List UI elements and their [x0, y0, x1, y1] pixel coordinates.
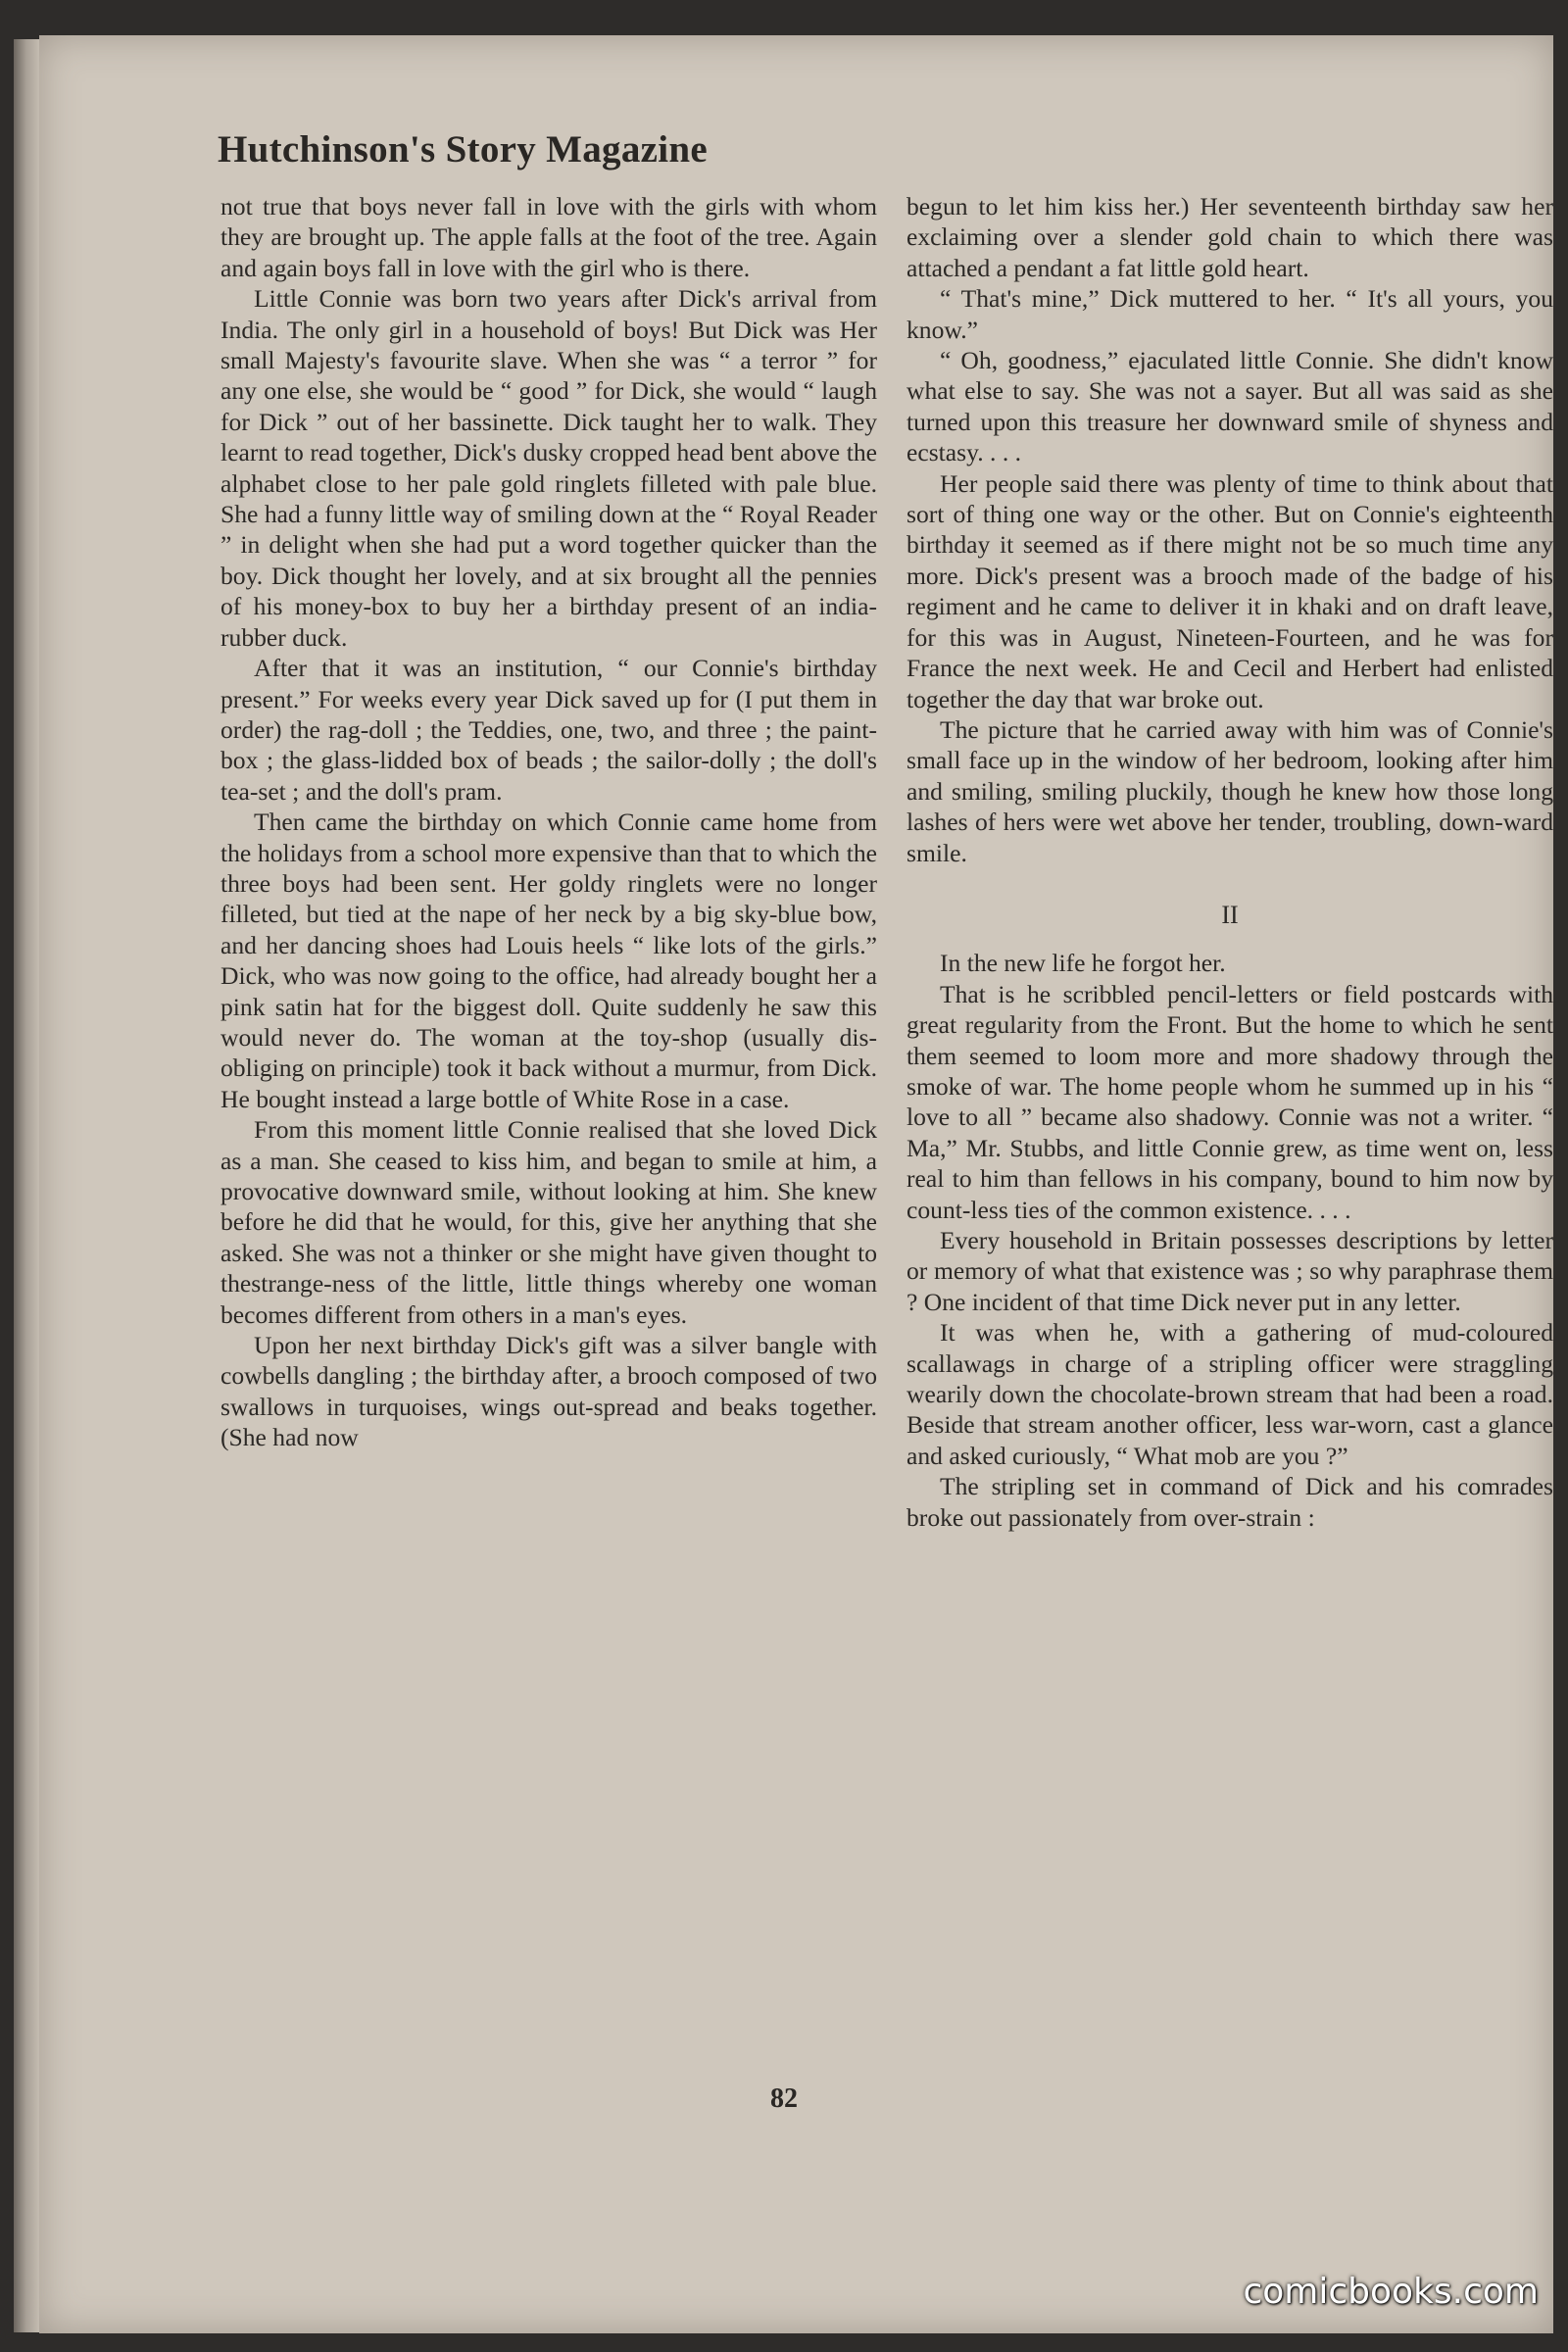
paragraph: Upon her next birthday Dick's gift was a silver bangle with cowbells dangling ; the birthday after, a brooch composed of two swallows in turquoises, wings out-spread and beaks together. (She had now	[220, 1331, 877, 1452]
paragraph: Then came the birthday on which Connie came home from the holidays from a school more expensive than that to which the three boys had been sent. Her goldy ringlets were no longer filleted, but tied at the nape of her neck by a big sky-blue bow, and her dancing shoes had Louis heels “ like lots of the girls.” Dick, who was now going to the office, had already bought her a pink satin hat for the biggest doll. Quite suddenly he saw this would never do. The woman at the toy-shop (usually dis-obliging on principle) took it back without a murmur, from Dick. He bought instead a large bottle of White Rose in a case.	[220, 808, 877, 1113]
paragraph: Every household in Britain possesses descriptions by letter or memory of what that existence was ; so why paraphrase them ? One incident of that time Dick never put in any letter.	[906, 1226, 1553, 1316]
paragraph: After that it was an institution, “ our Connie's birthday present.” For weeks every year Dick saved up for (I put them in order) the rag-doll ; the Teddies, one, two, and three ; the paint-box ; the glass-lidded box of beads ; the sailor-dolly ; the doll's tea-set ; and the doll's pram.	[220, 654, 877, 806]
watermark: comicbooks.com	[1243, 2272, 1539, 2312]
paragraph: In the new life he forgot her.	[940, 949, 1226, 978]
page-edge	[14, 39, 39, 2332]
paragraph: Her people said there was plenty of time to think about that sort of thing one way or the other. But on Connie's eighteenth birthday it seemed as if there might not be so much time any more. Dick's present was a brooch made of the badge of his regiment and he came to deliver it in khaki and on draft leave, for this was in August, Nineteen-Fourteen, and he was for France the next week. He and Cecil and Herbert had enlisted together the day that war broke out.	[906, 468, 1553, 713]
paragraph: The stripling set in command of Dick and his comrades broke out passionately from over-strain :	[906, 1472, 1553, 1532]
paragraph: That is he scribbled pencil-letters or field postcards with great regularity from the Front. But the home to which he sent them seemed to loom more and more shadowy through the smoke of war. The home people whom he summed up in his “ love to all ” became also shadowy. Connie was not a writer. “ Ma,” Mr. Stubbs, and little Connie grew, as time went on, less real to him than fellows in his company, bound to him now by count-less ties of the common existence. . . .	[906, 979, 1553, 1224]
paragraph: “ Oh, goodness,” ejaculated little Connie. She didn't know what else to say. She was not a sayer. But all was said as she turned upon this treasure her downward smile of shyness and ecstasy. . . .	[906, 346, 1553, 467]
paragraph: From this moment little Connie realised that she loved Dick as a man. She ceased to kiss him, and began to smile at him, a provocative downward smile, without looking at him. She knew before he did that he would, for this, give her anything that she asked. She was not a thinker or she might have given thought to thestrange-ness of the little, little things whereby one woman becomes different from others in a man's eyes.	[220, 1115, 877, 1329]
right-column	[906, 191, 1553, 1533]
page-number: 82	[770, 2083, 798, 2114]
left-column	[220, 191, 877, 1453]
paragraph: The picture that he carried away with him was of Connie's small face up in the window of her bedroom, looking after him and smiling, smiling pluckily, though he knew how those long lashes of hers were wet above her tender, troubling, down-ward smile.	[906, 714, 1553, 867]
paragraph: “ That's mine,” Dick muttered to her. “ It's all yours, you know.”	[906, 284, 1553, 344]
paragraph: not true that boys never fall in love with the girls with whom they are brought up. The apple falls at the foot of the tree. Again and again boys fall in love with the girl who is there.	[220, 192, 877, 282]
running-head: Hutchinson's Story Magazine	[218, 128, 708, 171]
paragraph: It was when he, with a gathering of mud-coloured scallawags in charge of a stripling officer were straggling wearily down the chocolate-brown stream that had been a road. Beside that stream another officer, less war-worn, cast a glance and asked curiously, “ What mob are you ?”	[906, 1318, 1553, 1470]
paragraph: Little Connie was born two years after Dick's arrival from India. The only girl in a household of boys! But Dick was Her small Majesty's favourite slave. When she was “ a terror ” for any one else, she would be “ good ” for Dick, she would “ laugh for Dick ” out of her bassinette. Dick taught her to walk. They learnt to read together, Dick's dusky cropped head bent above the alphabet close to her pale gold ringlets filleted with pale blue. She had a funny little way of smiling down at the “ Royal Reader ” in delight when she had put a word together quicker than the boy. Dick thought her lovely, and at six brought all the pennies of his money-box to buy her a birthday present of an india-rubber duck.	[220, 284, 877, 652]
section-numeral: II	[1221, 900, 1239, 929]
paragraph: begun to let him kiss her.) Her seventeenth birthday saw her exclaiming over a slender gold chain to which there was attached a pendant a fat little gold heart.	[906, 192, 1553, 282]
